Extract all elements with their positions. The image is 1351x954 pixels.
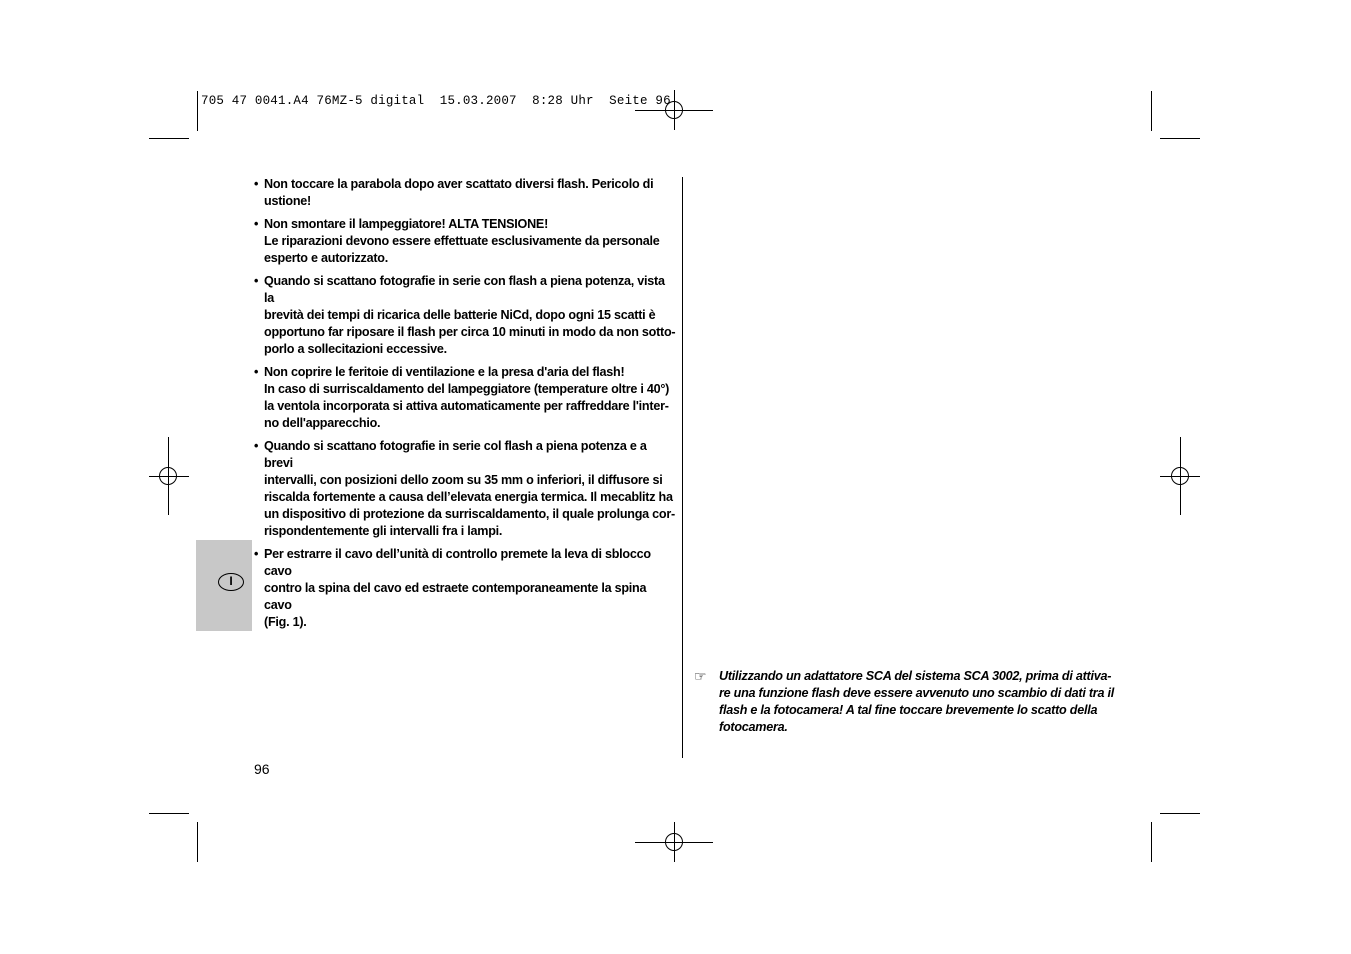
warning-item: • Quando si scattano fotografie in serie col flash a piena potenza e a brevi intervalli, con posizioni dello zoom su 35 mm o inferiori, il diffusore si riscalda fortemente a causa dell’elevata energia termica. Il mecablitz ha un dispositivo di protezione da surriscaldamento, il quale prolunga cor- rispondentemente gli intervalli fra i lampi.: [254, 439, 675, 538]
warnings-list: [254, 176, 677, 637]
crop-mark: [149, 138, 189, 139]
page-number: 96: [254, 761, 270, 777]
crop-mark: [1160, 138, 1200, 139]
crop-mark: [1151, 91, 1152, 131]
warning-item: • Quando si scattano fotografie in serie con flash a piena potenza, vista la brevità dei tempi di ricarica delle batterie NiCd, dopo ogni 15 scatti è opportuno far riposare il flash per circa 10 minuti in modo da non sotto- porlo a sollecitazioni eccessive.: [254, 274, 676, 356]
crop-mark: [1160, 813, 1200, 814]
crop-mark: [1151, 822, 1152, 862]
crop-mark: [197, 91, 198, 131]
language-tab: [196, 540, 252, 631]
print-header: 705 47 0041.A4 76MZ-5 digital 15.03.2007 8:28 Uhr Seite 96: [201, 94, 671, 108]
crop-mark: [149, 813, 189, 814]
warning-item: • Non coprire le feritoie di ventilazione e la presa d'aria del flash! In caso di surriscaldamento del lampeggiatore (temperature oltre i 40°) la ventola incorporata si attiva automaticamente per raffreddare l'inter- no dell'apparecchio.: [254, 365, 670, 430]
column-divider: [682, 177, 683, 758]
language-badge: I: [218, 573, 244, 591]
warning-item: • Per estrarre il cavo dell’unità di controllo premete la leva di sblocco cavo contro la spina del cavo ed estraete contemporaneamente la spina cavo (Fig. 1).: [254, 547, 651, 629]
crop-mark: [197, 822, 198, 862]
sca-note: ☞ Utilizzando un adattatore SCA del sistema SCA 3002, prima di attiva- re una funzione flash deve essere avvenuto uno scambio di dati tra il flash e la fotocamera! A tal fine toccare brevemente lo scatto della fotocamera.: [694, 668, 1114, 734]
pointing-hand-icon: ☞: [694, 668, 707, 684]
warning-item: • Non smontare il lampeggiatore! ALTA TENSIONE! Le riparazioni devono essere effettuate esclusivamente da personale esperto e autorizzato.: [254, 217, 660, 265]
warning-item: • Non toccare la parabola dopo aver scattato diversi flash. Pericolo di ustione!: [254, 177, 654, 208]
